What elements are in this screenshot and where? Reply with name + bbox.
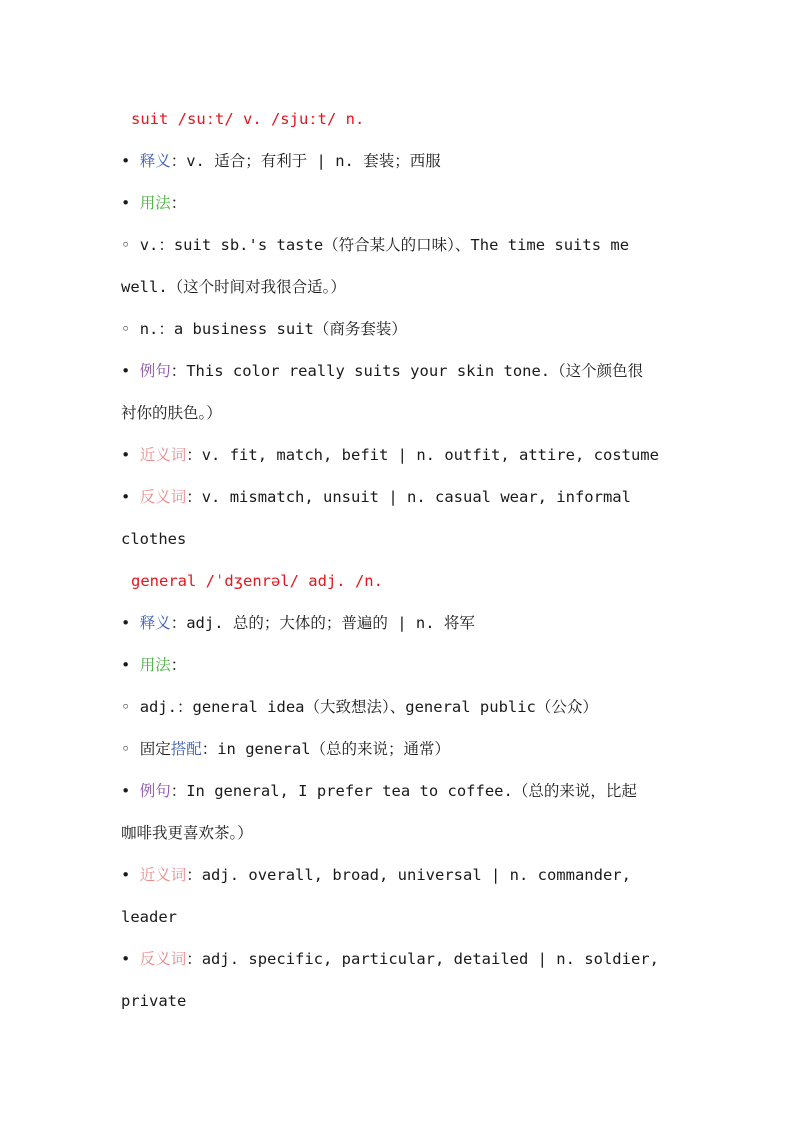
synonym-label: 近义词 — [139, 866, 187, 884]
bullet: • — [121, 488, 131, 506]
synonym-text-continued: leader — [121, 908, 177, 926]
usage-item — [121, 737, 681, 761]
antonym-line — [121, 485, 681, 509]
sub-bullet: ◦ — [121, 740, 131, 758]
sub-bullet: ◦ — [121, 698, 131, 716]
synonym-label: 近义词 — [139, 446, 187, 464]
usage-line — [121, 191, 681, 215]
usage-item — [121, 317, 681, 341]
collocation-prefix: 固定 — [139, 740, 171, 758]
example-text-continued: 咖啡我更喜欢茶。） — [121, 824, 253, 842]
sub-bullet: ◦ — [121, 320, 131, 338]
antonym-text-continued: private — [121, 992, 187, 1010]
synonym-text: ：adj. overall, broad, universal | n. commander, — [186, 866, 631, 884]
definition-label: 释义 — [139, 614, 171, 632]
bullet: • — [121, 614, 131, 632]
bullet: • — [121, 866, 131, 884]
definition-line — [121, 611, 681, 635]
example-line — [121, 359, 681, 383]
usage-item-text: v.：suit sb.'s taste（符合某人的口味）、The time suits me — [139, 236, 630, 254]
entry-heading-general: general /ˈdʒenrəl/ adj. /n. — [131, 572, 383, 590]
example-text: ：This color really suits your skin tone.（这个颜色很 — [170, 362, 644, 380]
example-label: 例句 — [139, 782, 171, 800]
usage-colon: ： — [170, 194, 187, 212]
usage-item-text: n.：a business suit（商务套装） — [139, 320, 407, 338]
bullet: • — [121, 782, 131, 800]
antonym-label: 反义词 — [139, 488, 187, 506]
synonym-line — [121, 443, 681, 467]
entry-heading-suit: suit /suːt/ v. /sjuːt/ n. — [131, 110, 365, 128]
definition-text: ：v. 适合；有利于 | n. 套装；西服 — [170, 152, 441, 170]
usage-label: 用法 — [139, 194, 171, 212]
example-label: 例句 — [139, 362, 171, 380]
usage-item-text: adj.：general idea（大致想法）、general public（公众） — [139, 698, 598, 716]
bullet: • — [121, 446, 131, 464]
antonym-text-continued: clothes — [121, 530, 187, 548]
bullet: • — [121, 656, 131, 674]
antonym-label: 反义词 — [139, 950, 187, 968]
example-text-continued: 衬你的肤色。） — [121, 404, 222, 422]
definition-line — [121, 149, 681, 173]
usage-line — [121, 653, 681, 677]
example-text: ：In general, I prefer tea to coffee.（总的来说，比起 — [170, 782, 637, 800]
bullet: • — [121, 194, 131, 212]
antonym-line — [121, 947, 681, 971]
usage-item-continued: well.（这个时间对我很合适。） — [121, 278, 346, 296]
sub-bullet: ◦ — [121, 236, 131, 254]
collocation-label: 搭配 — [170, 740, 202, 758]
bullet: • — [121, 950, 131, 968]
synonym-line — [121, 863, 681, 887]
usage-item — [121, 695, 681, 719]
usage-item — [121, 233, 681, 257]
collocation-text: ：in general（总的来说；通常） — [201, 740, 451, 758]
usage-label: 用法 — [139, 656, 171, 674]
example-line — [121, 779, 681, 803]
antonym-text: ：v. mismatch, unsuit | n. casual wear, informal — [186, 488, 631, 506]
definition-label: 释义 — [139, 152, 171, 170]
synonym-text: ：v. fit, match, befit | n. outfit, attire, costume — [186, 446, 659, 464]
usage-colon: ： — [170, 656, 187, 674]
bullet: • — [121, 152, 131, 170]
definition-text: ：adj. 总的；大体的；普遍的 | n. 将军 — [170, 614, 475, 632]
bullet: • — [121, 362, 131, 380]
antonym-text: ：adj. specific, particular, detailed | n. soldier, — [186, 950, 659, 968]
